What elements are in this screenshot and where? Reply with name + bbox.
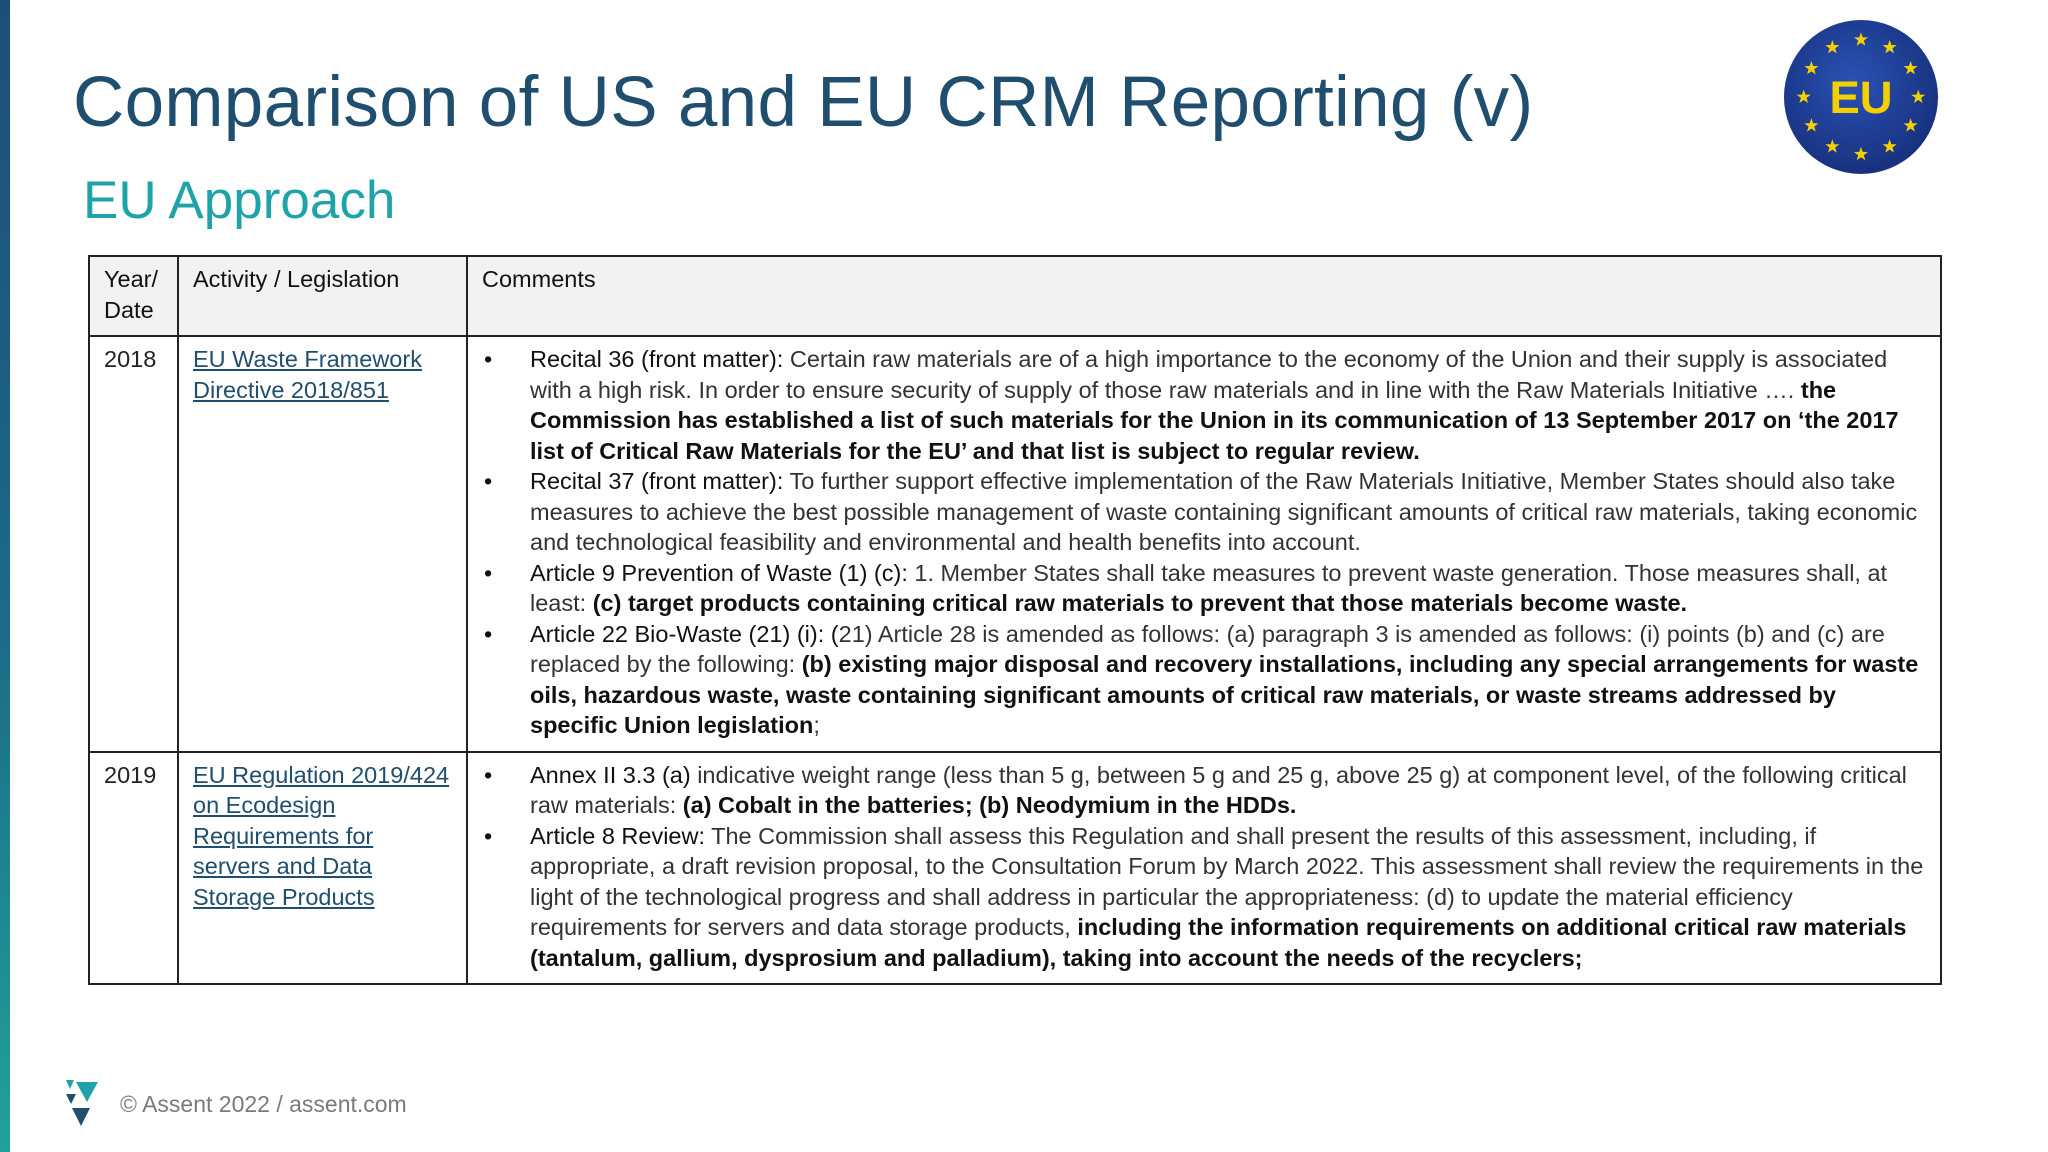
comment-tail: ; (813, 712, 820, 738)
table-row (89, 336, 1941, 752)
comment-text: 21) Article 28 is amended as follows: (a) paragraph 3 is amended as follows: (i) points (b) and (c) are replaced by the following: (530, 620, 1885, 677)
accent-side-bar (0, 0, 10, 1152)
table-row (89, 752, 1941, 985)
legislation-link[interactable]: EU Regulation 2019/424 on Ecodesign Requirements for servers and Data Storage Products (193, 761, 450, 910)
eu-crm-table (88, 255, 1942, 985)
comment-bold: (a) Cobalt in the batteries; (b) Neodymium in the HDDs. (682, 792, 1297, 818)
comment-text: 1. Member States shall take measures to prevent waste generation. Those measures shall, at least: (530, 559, 1888, 616)
row-activity (178, 336, 467, 752)
comment-text: Certain raw materials are of a high importance to the economy of the Union and their supply is associated with a high risk. In order to ensure security of supply of those raw materials and in line with the Raw Materials Initiative …. (530, 346, 1888, 403)
footer-copyright: © Assent 2022 / assent.com (120, 1090, 407, 1117)
row-year: 2019 (89, 752, 178, 985)
comment-label: Article 8 Review: (530, 822, 705, 849)
footer (64, 1080, 407, 1128)
comment-label: Recital 36 (front matter): (530, 346, 784, 372)
row-comments (467, 752, 1941, 985)
comment-label: Article 9 Prevention of Waste (1) (c): (530, 559, 908, 586)
comment-item (482, 558, 1926, 619)
table-header-row (89, 256, 1941, 336)
comment-item (482, 619, 1926, 741)
row-comments (467, 336, 1941, 752)
legislation-link[interactable]: EU Waste Framework Directive 2018/851 (193, 346, 422, 403)
header-year: Year/ Date (89, 256, 178, 336)
comment-item (482, 821, 1926, 974)
page-subtitle: EU Approach (83, 171, 396, 230)
comment-bold: the Commission has established a list of such materials for the Union in its communication of 13 September 2017 on ‘the 2017 list of Critical Raw Materials for the EU’ and that list is subject to regular review. (530, 376, 1899, 464)
comment-item (482, 466, 1926, 558)
comment-text: To further support effective implementation of the Raw Materials Initiative, Member States should also take measures to achieve the best possible management of waste containing significant amounts of critical raw materials, taking economic and technological feasibility and environmental and health benefits into account. (530, 468, 1918, 555)
comment-text: indicative weight range (less than 5 g, between 5 g and 25 g, above 25 g) at component level, of the following critical raw materials: (530, 761, 1907, 818)
page-title: Comparison of US and EU CRM Reporting (v) (73, 63, 1534, 142)
comment-bold: (b) existing major disposal and recovery installations, including any special arrangements for waste oils, hazardous waste, waste containing significant amounts of critical raw materials, or waste streams addressed by specific Union legislation (530, 651, 1919, 738)
assent-logo-icon (64, 1080, 102, 1128)
comment-label: Article 22 Bio-Waste (21) (i): ( (530, 620, 839, 647)
comment-label: Annex II 3.3 (a) (530, 761, 691, 788)
comment-bold: (c) target products containing critical raw materials to prevent that those materials become waste. (592, 590, 1688, 616)
row-activity (178, 752, 467, 985)
comment-item (482, 344, 1926, 466)
comment-label: Recital 37 (front matter): (530, 468, 784, 494)
eu-flag-logo (1782, 18, 1940, 176)
header-comments: Comments (467, 256, 1941, 336)
header-activity: Activity / Legislation (178, 256, 467, 336)
eu-logo-text: EU (1829, 71, 1893, 123)
comment-bold: including the information requirements on additional critical raw materials (tantalum, gallium, dysprosium and palladium), taking into account the needs of the recyclers; (530, 914, 1907, 971)
comment-text: The Commission shall assess this Regulation and shall present the results of this assessment, including, if appropriate, a draft revision proposal, to the Consultation Forum by March 2022. This assessment shall review the requirements in the light of the technological progress and shall address in particular the appropriateness: (d) to update the material efficiency requirements for servers and data storage products, (530, 822, 1924, 940)
row-year: 2018 (89, 336, 178, 752)
comment-item (482, 760, 1926, 821)
